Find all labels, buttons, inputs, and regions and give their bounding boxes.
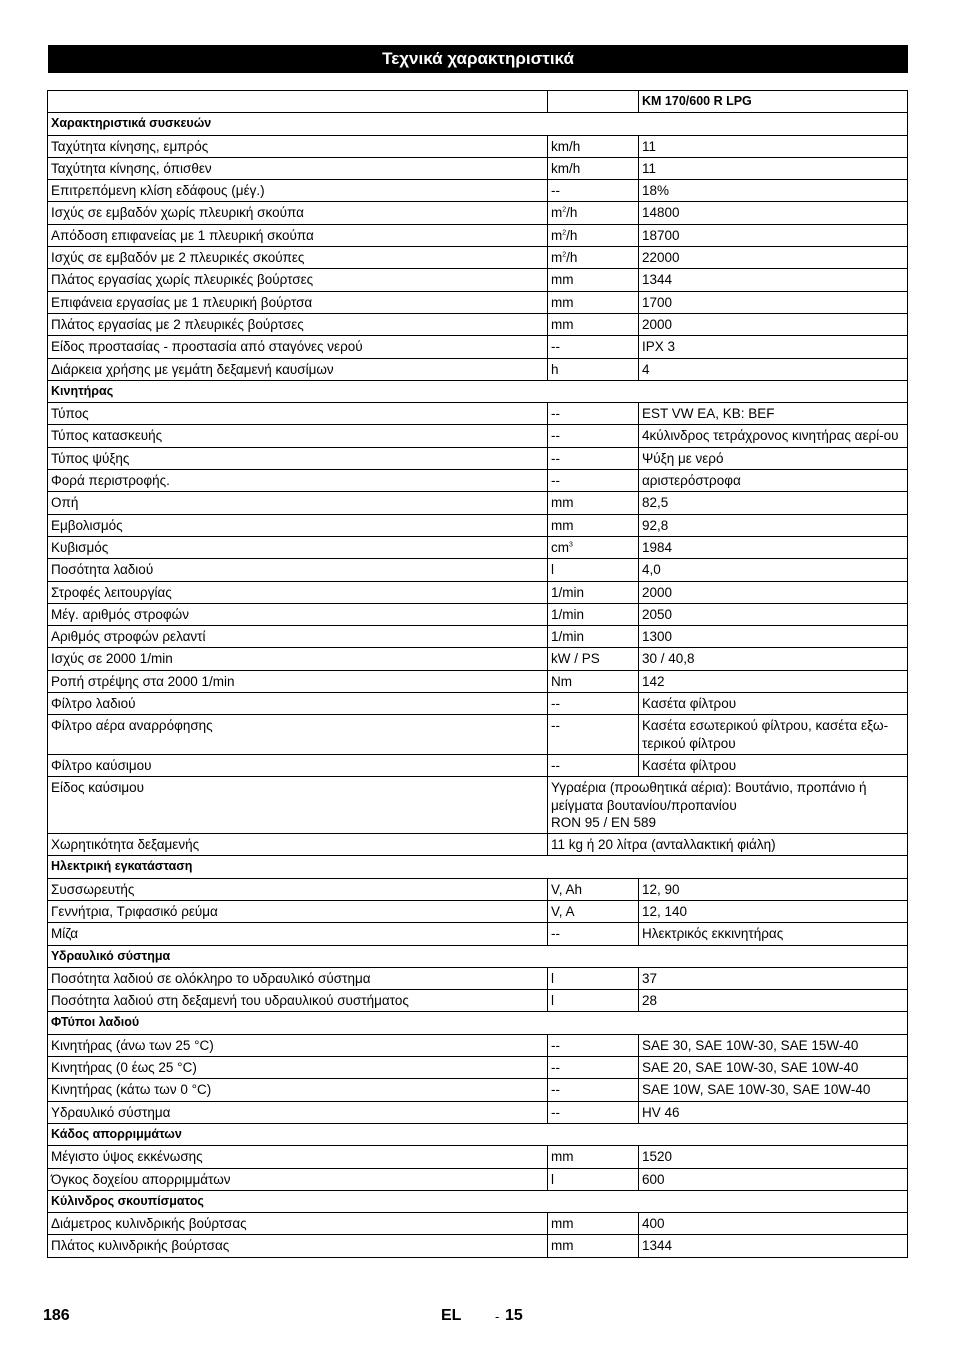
table-row [48, 180, 908, 202]
spec-unit: l [548, 1168, 639, 1190]
sub-page-number: 15 [505, 1307, 523, 1324]
spec-label: Κυβισμός [48, 536, 548, 558]
spec-label: Κινητήρας (0 έως 25 °C) [48, 1057, 548, 1079]
spec-value: 37 [639, 967, 908, 989]
spec-label: Υδραυλικό σύστημα [48, 1101, 548, 1123]
table-row [48, 135, 908, 157]
spec-unit: mm [548, 1146, 639, 1168]
spec-label: Τύπος ψύξης [48, 447, 548, 469]
spec-label: Εμβολισμός [48, 514, 548, 536]
spec-label: Χωρητικότητα δεξαμενής [48, 834, 548, 856]
spec-unit: -- [548, 715, 639, 755]
table-row [48, 291, 908, 313]
spec-value: 28 [639, 990, 908, 1012]
spec-label: Κινητήρας (κάτω των 0 °C) [48, 1079, 548, 1101]
spec-label: Είδος καύσιμου [48, 777, 548, 834]
section-header-row [48, 856, 908, 878]
section-title: Κινητήρας [48, 380, 908, 402]
section-header-row [48, 113, 908, 135]
section-title: Χαρακτηριστικά συσκευών [48, 113, 908, 135]
table-row [48, 536, 908, 558]
spec-value: EST VW EA, KB: BEF [639, 403, 908, 425]
spec-label: Είδος προστασίας - προστασία από σταγόνες νερού [48, 336, 548, 358]
table-row [48, 358, 908, 380]
spec-label: Μίζα [48, 923, 548, 945]
spec-label: Διάρκεια χρήσης με γεμάτη δεξαμενή καυσίμων [48, 358, 548, 380]
table-row [48, 834, 908, 856]
page-title: Τεχνικά χαρακτηριστικά [48, 45, 908, 73]
table-row [48, 715, 908, 755]
spec-unit: -- [548, 923, 639, 945]
spec-label: Πλάτος εργασίας με 2 πλευρικές βούρτσες [48, 313, 548, 335]
spec-label: Κινητήρας (άνω των 25 °C) [48, 1034, 548, 1056]
spec-label: Ποσότητα λαδιού [48, 559, 548, 581]
spec-label: Πλάτος εργασίας χωρίς πλευρικές βούρτσες [48, 269, 548, 291]
table-row [48, 269, 908, 291]
table-header-row [48, 91, 908, 113]
spec-unit: mm [548, 1235, 639, 1257]
spec-unit: -- [548, 754, 639, 776]
spec-value: 4κύλινδρος τετράχρονος κινητήρας αερί-ου [639, 425, 908, 447]
spec-label: Φίλτρο καύσιμου [48, 754, 548, 776]
spec-unit: Nm [548, 670, 639, 692]
table-row [48, 900, 908, 922]
spec-label: Φίλτρο αέρα αναρρόφησης [48, 715, 548, 755]
spec-unit: V, A [548, 900, 639, 922]
section-title: Υδραυλικό σύστημα [48, 945, 908, 967]
spec-value: 2000 [639, 581, 908, 603]
spec-unit: l [548, 990, 639, 1012]
spec-unit: -- [548, 425, 639, 447]
spec-label: Στροφές λειτουργίας [48, 581, 548, 603]
spec-merged-value: Υγραέρια (προωθητικά αέρια): Βουτάνιο, προπάνιο ή μείγματα βουτανίου/προπανίου RON 95 / EN 589 [548, 777, 908, 834]
table-row [48, 1213, 908, 1235]
spec-unit: 1/min [548, 626, 639, 648]
spec-value: 14800 [639, 202, 908, 224]
spec-value: 2050 [639, 603, 908, 625]
table-row [48, 1101, 908, 1123]
table-row [48, 247, 908, 269]
spec-value: 1344 [639, 269, 908, 291]
spec-label: Ισχύς σε 2000 1/min [48, 648, 548, 670]
spec-label: Διάμετρος κυλινδρικής βούρτσας [48, 1213, 548, 1235]
spec-value: SAE 10W, SAE 10W-30, SAE 10W-40 [639, 1079, 908, 1101]
footer-dash: - [495, 1309, 500, 1324]
table-row [48, 157, 908, 179]
spec-label: Ροπή στρέψης στα 2000 1/min [48, 670, 548, 692]
spec-value: 4 [639, 358, 908, 380]
section-title: Κύλινδρος σκουπίσματος [48, 1190, 908, 1212]
header-blank-cell [548, 91, 639, 113]
table-row [48, 967, 908, 989]
spec-unit: 1/min [548, 603, 639, 625]
section-header-row [48, 945, 908, 967]
section-title: ΦΤύποι λαδιού [48, 1012, 908, 1034]
spec-value: 82,5 [639, 492, 908, 514]
table-row [48, 313, 908, 335]
table-row [48, 1057, 908, 1079]
spec-label: Ταχύτητα κίνησης, εμπρός [48, 135, 548, 157]
spec-unit: -- [548, 336, 639, 358]
spec-unit: mm [548, 291, 639, 313]
spec-label: Οπή [48, 492, 548, 514]
spec-unit: -- [548, 447, 639, 469]
table-row [48, 202, 908, 224]
table-row [48, 923, 908, 945]
spec-value: 22000 [639, 247, 908, 269]
spec-value: Ψύξη με νερό [639, 447, 908, 469]
spec-value: 1700 [639, 291, 908, 313]
spec-value: Ηλεκτρικός εκκινητήρας [639, 923, 908, 945]
spec-label: Τύπος κατασκευής [48, 425, 548, 447]
table-row [48, 224, 908, 246]
spec-merged-value: 11 kg ή 20 λίτρα (ανταλλακτική φιάλη) [548, 834, 908, 856]
header-blank-cell [48, 91, 548, 113]
section-header-row [48, 380, 908, 402]
table-row [48, 336, 908, 358]
spec-unit: -- [548, 470, 639, 492]
table-row [48, 403, 908, 425]
spec-unit: $m^2/h$ [548, 224, 639, 246]
spec-value: 30 / 40,8 [639, 648, 908, 670]
table-row [48, 1079, 908, 1101]
table-row [48, 603, 908, 625]
table-row [48, 492, 908, 514]
spec-unit: -- [548, 180, 639, 202]
spec-value: Κασέτα φίλτρου [639, 693, 908, 715]
spec-label: Ταχύτητα κίνησης, όπισθεν [48, 157, 548, 179]
spec-label: Τύπος [48, 403, 548, 425]
spec-unit: km/h [548, 135, 639, 157]
spec-value: SAE 20, SAE 10W-30, SAE 10W-40 [639, 1057, 908, 1079]
section-header-row [48, 1123, 908, 1145]
spec-value: Κασέτα εσωτερικού φίλτρου, κασέτα εξω-τερικού φίλτρου [639, 715, 908, 755]
table-row [48, 754, 908, 776]
table-row [48, 1235, 908, 1257]
spec-label: Ισχύς σε εμβαδόν με 2 πλευρικές σκούπες [48, 247, 548, 269]
spec-unit: mm [548, 514, 639, 536]
spec-table [47, 90, 908, 1258]
spec-label: Επιφάνεια εργασίας με 1 πλευρική βούρτσα [48, 291, 548, 313]
spec-value: 1984 [639, 536, 908, 558]
spec-unit: l [548, 559, 639, 581]
table-row [48, 670, 908, 692]
spec-label: Γεννήτρια, Τριφασικό ρεύμα [48, 900, 548, 922]
spec-value: 11 [639, 157, 908, 179]
table-row [48, 693, 908, 715]
spec-unit: -- [548, 1079, 639, 1101]
spec-value: 2000 [639, 313, 908, 335]
spec-value: αριστερόστροφα [639, 470, 908, 492]
spec-value: 18% [639, 180, 908, 202]
spec-value: 12, 90 [639, 878, 908, 900]
spec-value: 4,0 [639, 559, 908, 581]
model-header: KM 170/600 R LPG [639, 91, 908, 113]
table-row [48, 626, 908, 648]
section-title: Ηλεκτρική εγκατάσταση [48, 856, 908, 878]
spec-value: IPX 3 [639, 336, 908, 358]
table-row [48, 990, 908, 1012]
section-header-row [48, 1190, 908, 1212]
table-row [48, 514, 908, 536]
spec-value: HV 46 [639, 1101, 908, 1123]
spec-unit: $m^2/h$ [548, 247, 639, 269]
spec-label: Συσσωρευτής [48, 878, 548, 900]
spec-label: Πλάτος κυλινδρικής βούρτσας [48, 1235, 548, 1257]
table-row [48, 1146, 908, 1168]
spec-unit: -- [548, 693, 639, 715]
spec-value: 1520 [639, 1146, 908, 1168]
spec-unit: $cm^3$ [548, 536, 639, 558]
spec-value: 12, 140 [639, 900, 908, 922]
spec-label: Ποσότητα λαδιού στη δεξαμενή του υδραυλικού συστήματος [48, 990, 548, 1012]
spec-unit: $m^2/h$ [548, 202, 639, 224]
spec-label: Φορά περιστροφής. [48, 470, 548, 492]
spec-unit: l [548, 967, 639, 989]
spec-value: Κασέτα φίλτρου [639, 754, 908, 776]
spec-value: 1300 [639, 626, 908, 648]
spec-unit: km/h [548, 157, 639, 179]
table-row [48, 447, 908, 469]
spec-value: SAE 30, SAE 10W-30, SAE 15W-40 [639, 1034, 908, 1056]
table-row [48, 777, 908, 834]
table-row [48, 1034, 908, 1056]
spec-label: Αριθμός στροφών ρελαντί [48, 626, 548, 648]
spec-unit: 1/min [548, 581, 639, 603]
spec-table-body [48, 91, 908, 1258]
spec-label: Όγκος δοχείου απορριμμάτων [48, 1168, 548, 1190]
spec-label: Μέγ. αριθμός στροφών [48, 603, 548, 625]
spec-unit: -- [548, 1101, 639, 1123]
spec-unit: V, Ah [548, 878, 639, 900]
spec-label: Ποσότητα λαδιού σε ολόκληρο το υδραυλικό σύστημα [48, 967, 548, 989]
page-number: 186 [43, 1307, 70, 1324]
table-row [48, 581, 908, 603]
language-code: EL [441, 1307, 462, 1324]
spec-value: 18700 [639, 224, 908, 246]
table-row [48, 648, 908, 670]
table-row [48, 878, 908, 900]
spec-value: 600 [639, 1168, 908, 1190]
table-row [48, 559, 908, 581]
spec-unit: h [548, 358, 639, 380]
spec-value: 11 [639, 135, 908, 157]
section-header-row [48, 1012, 908, 1034]
spec-unit: mm [548, 492, 639, 514]
spec-label: Επιτρεπόμενη κλίση εδάφους (μέγ.) [48, 180, 548, 202]
spec-unit: kW / PS [548, 648, 639, 670]
spec-label: Μέγιστο ύψος εκκένωσης [48, 1146, 548, 1168]
spec-label: Ισχύς σε εμβαδόν χωρίς πλευρική σκούπα [48, 202, 548, 224]
section-title: Κάδος απορριμμάτων [48, 1123, 908, 1145]
spec-value: 400 [639, 1213, 908, 1235]
table-row [48, 425, 908, 447]
spec-value: 142 [639, 670, 908, 692]
table-row [48, 470, 908, 492]
spec-label: Φίλτρο λαδιού [48, 693, 548, 715]
spec-unit: mm [548, 313, 639, 335]
spec-unit: -- [548, 1034, 639, 1056]
spec-value: 92,8 [639, 514, 908, 536]
spec-value: 1344 [639, 1235, 908, 1257]
spec-unit: mm [548, 1213, 639, 1235]
table-row [48, 1168, 908, 1190]
spec-unit: mm [548, 269, 639, 291]
spec-unit: -- [548, 403, 639, 425]
spec-unit: -- [548, 1057, 639, 1079]
spec-label: Απόδοση επιφανείας με 1 πλευρική σκούπα [48, 224, 548, 246]
